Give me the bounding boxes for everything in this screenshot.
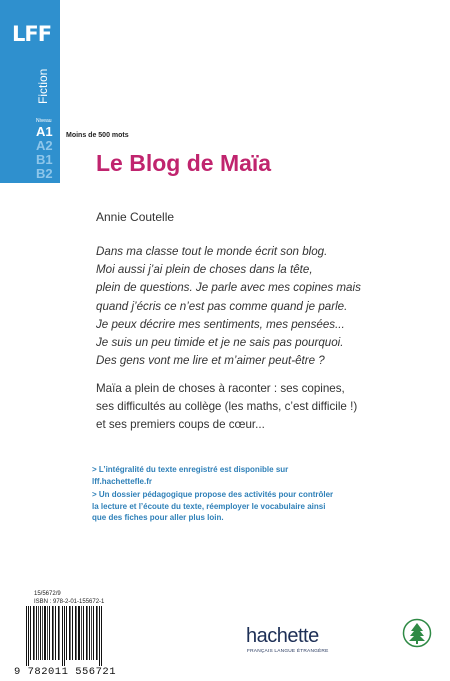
series-label-text: Fiction	[36, 68, 50, 104]
blurb-line: plein de questions. Je parle avec mes copines mais	[96, 281, 361, 295]
level-b2: B2	[36, 166, 53, 181]
blurb-line: Je peux décrire mes sentiments, mes pensées...	[96, 317, 345, 331]
level-b1: B1	[36, 152, 53, 167]
info-line: > Un dossier pédagogique propose des activités pour contrôler	[92, 490, 334, 499]
blurb-line: Je suis un peu timide et je ne sais pas pourquoi.	[96, 336, 344, 350]
blurb-line: Des gens vont me lire et m’aimer peut-être ?	[96, 354, 325, 368]
info-item-audio	[92, 464, 442, 487]
info-list	[92, 464, 442, 526]
level-a1: A1	[36, 124, 53, 139]
barcode-image	[24, 606, 134, 666]
series-band	[0, 0, 60, 183]
publisher-subtitle: FRANÇAIS LANGUE ÉTRANGÈRE	[247, 649, 329, 654]
author-name: Annie Coutelle	[96, 210, 175, 224]
summary-text	[96, 380, 436, 435]
summary-line: et ses premiers coups de cœur...	[96, 418, 265, 432]
publisher-logo: hachette	[246, 625, 319, 647]
niveau-label: Niveau	[36, 118, 52, 124]
blurb-line: Moi aussi j’ai plein de choses dans la tête,	[96, 263, 313, 277]
tree-icon	[402, 618, 432, 653]
lff-logo: LFF	[12, 22, 52, 46]
word-count-label: Moins de 500 mots	[66, 132, 129, 139]
blurb-line: quand j’écris ce n’est pas comme quand je parle.	[96, 299, 348, 313]
info-line: la lecture et l’écoute du texte, réemployer le vocabulaire ainsi	[92, 501, 326, 511]
summary-line: ses difficultés au collège (les maths, c’est difficile !)	[96, 400, 358, 414]
info-line: lff.hachettefle.fr	[92, 476, 153, 486]
band-divider	[60, 0, 62, 183]
reference-code: 15/5672/9	[34, 591, 61, 597]
info-item-dossier	[92, 489, 442, 524]
isbn-info	[34, 590, 104, 606]
summary-line: Maïa a plein de choses à raconter : ses copines,	[96, 382, 345, 395]
level-list	[36, 125, 53, 181]
blurb-line: Dans ma classe tout le monde écrit son blog.	[96, 245, 328, 258]
level-a2: A2	[36, 138, 53, 153]
barcode-digits: 9 782011 556721	[14, 666, 117, 678]
book-title: Le Blog de Maïa	[96, 150, 272, 176]
blurb-text	[96, 243, 436, 370]
isbn-number: ISBN : 978-2-01-155672-1	[34, 599, 105, 605]
info-line: que des fiches pour aller plus loin.	[92, 513, 224, 522]
info-line: > L’intégralité du texte enregistré est disponible sur	[92, 465, 289, 474]
